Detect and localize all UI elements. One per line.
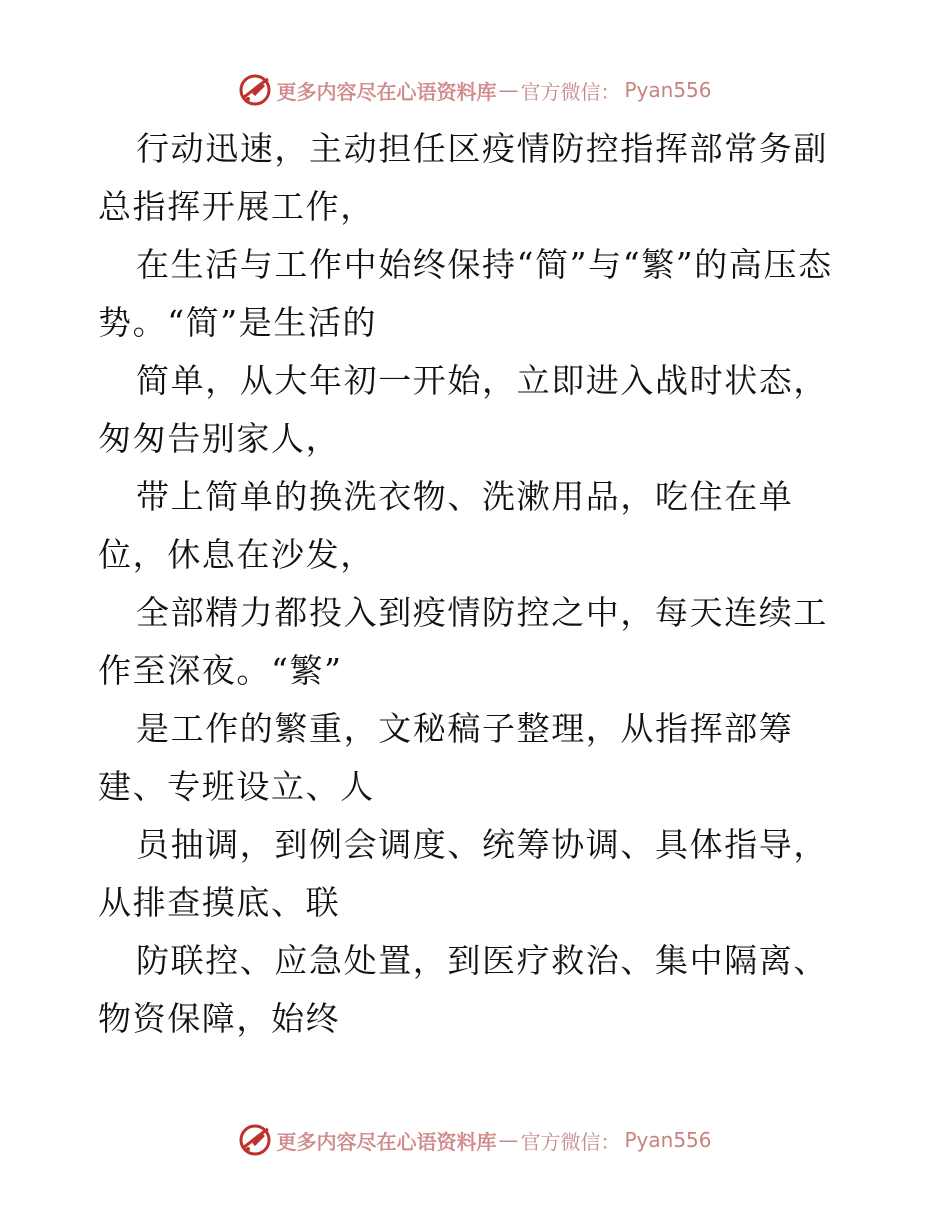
paragraph: 员抽调，到例会调度、统筹协调、具体指导，从排查摸底、联: [98, 825, 828, 922]
paragraph: 带上简单的换洗衣物、洗漱用品，吃住在单位，休息在沙发，: [98, 477, 794, 574]
paragraph: 行动迅速，主动担任区疫情防控指挥部常务副总指挥开展工作，: [98, 129, 828, 226]
paragraph: 全部精力都投入到疫情防控之中，每天连续工作至深夜。“繁”: [98, 593, 828, 690]
watermark-text: [276, 1126, 711, 1155]
paragraph: 在生活与工作中始终保持“简”与“繁”的高压态势。“简”是生活的: [98, 245, 833, 342]
pen-logo-icon: [238, 1123, 272, 1157]
header-watermark: [0, 70, 950, 110]
pen-logo-icon: [238, 73, 272, 107]
watermark-account: Pyan556: [624, 78, 712, 102]
paragraph: 防联控、应急处置，到医疗救治、集中隔离、物资保障，始终: [98, 941, 828, 1038]
watermark-dash: —: [498, 1128, 519, 1152]
footer-watermark: [0, 1120, 950, 1160]
paragraph: 是工作的繁重，文秘稿子整理，从指挥部筹建、专班设立、人: [98, 709, 794, 806]
watermark-main: 更多内容尽在心语资料库: [276, 79, 497, 104]
watermark-official: 官方微信：: [520, 1129, 621, 1154]
watermark-dash: —: [498, 78, 519, 102]
document-body: [98, 120, 858, 1048]
watermark-account: Pyan556: [624, 1128, 712, 1152]
watermark-text: [276, 76, 711, 105]
paragraph: 简单，从大年初一开始，立即进入战时状态，匆匆告别家人，: [98, 361, 828, 458]
watermark-official: 官方微信：: [520, 79, 621, 104]
watermark-main: 更多内容尽在心语资料库: [276, 1129, 497, 1154]
